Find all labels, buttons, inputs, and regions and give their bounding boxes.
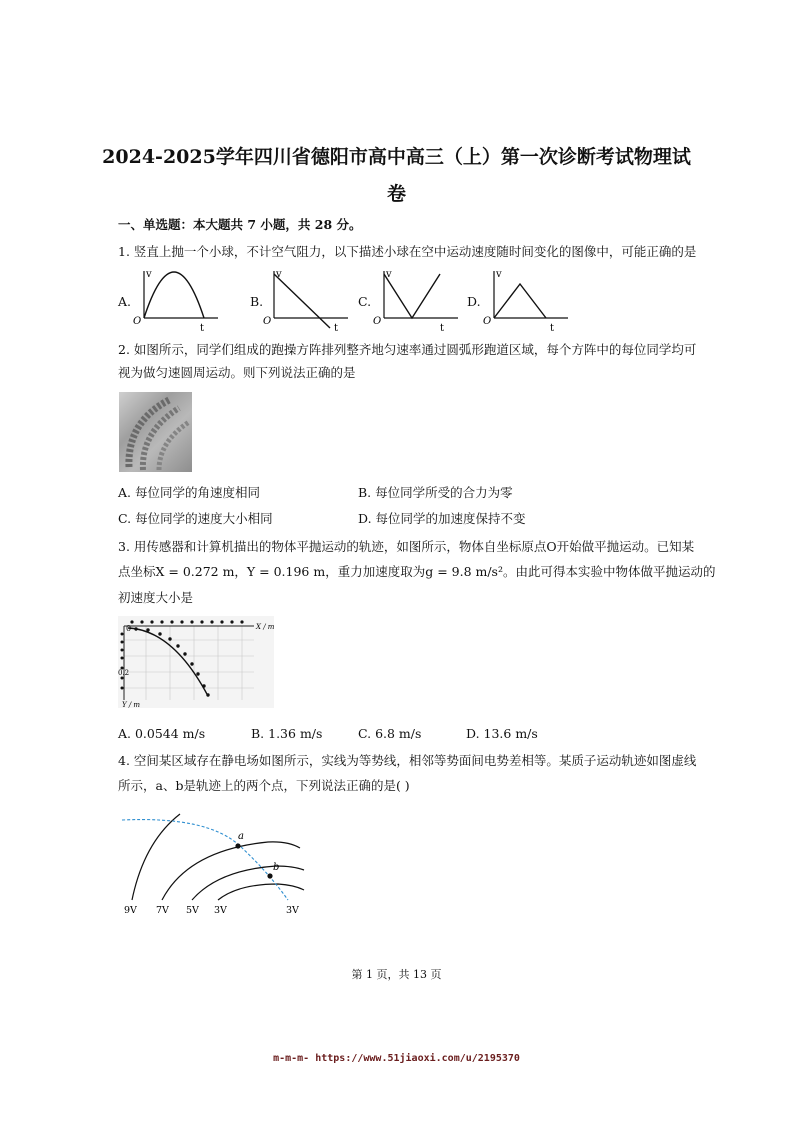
q1-option-d-label[interactable]: D.: [467, 294, 481, 309]
q3-yaxis-label: Y / m: [122, 701, 141, 708]
q1-b-v-label: v: [276, 269, 282, 280]
q1-c-line: [384, 274, 440, 318]
q4-point-b-label: b: [273, 862, 280, 873]
q2-photo-detail: [119, 392, 192, 472]
q1-b-line: [274, 274, 330, 328]
q1-a-t-label: t: [200, 323, 205, 334]
q4-label-3v-inner: 3V: [214, 905, 227, 916]
q2-stem-line1: 2. 如图所示，同学们组成的跑操方阵排列整齐地匀速率通过圆弧形跑道区域，每个方阵中的每位同学均可: [118, 342, 697, 357]
q1-stem: 1. 竖直上抛一个小球，不计空气阻力，以下描述小球在空中运动速度随时间变化的图像中，可能正确的是: [118, 244, 697, 259]
q2-option-b[interactable]: B. 每位同学所受的合力为零: [358, 485, 513, 500]
q4-label-7v: 7V: [156, 905, 169, 916]
q1-d-line: [494, 284, 546, 318]
page-title: 2024-2025学年四川省德阳市高中高三（上）第一次诊断考试物理试: [102, 146, 691, 168]
q4-label-9v: 9V: [124, 905, 137, 916]
q1-a-origin: O: [133, 316, 142, 327]
q4-field-figure: [118, 812, 318, 920]
q4-equipotential-5v: [192, 866, 304, 900]
q4-label-5v: 5V: [186, 905, 199, 916]
q1-d-t-label: t: [550, 323, 555, 334]
q1-b-t-label: t: [334, 323, 339, 334]
q1-b-origin: O: [263, 316, 272, 327]
q2-option-a[interactable]: A. 每位同学的角速度相同: [118, 485, 260, 500]
q4-point-a-label: a: [238, 831, 244, 842]
page-title-continued: 卷: [386, 183, 406, 205]
page-footer: 第 1 页，共 13 页: [351, 968, 442, 981]
q4-equipotential-9v: [132, 814, 180, 900]
q1-options: [118, 266, 678, 336]
q1-option-d-graph: [480, 266, 570, 336]
q1-a-v-label: v: [146, 269, 152, 280]
q3-option-c[interactable]: C. 6.8 m/s: [358, 726, 422, 741]
q4-stem-line2: 所示，a、b是轨迹上的两个点，下列说法正确的是( ): [118, 778, 410, 793]
q3-option-d[interactable]: D. 13.6 m/s: [466, 726, 538, 741]
q4-label-3v-outer: 3V: [286, 905, 299, 916]
q3-xaxis-label: X / m: [256, 623, 274, 631]
q1-a-curve: [144, 272, 204, 318]
q1-c-origin: O: [373, 316, 382, 327]
q3-option-a[interactable]: A. 0.0544 m/s: [118, 726, 206, 741]
q2-option-d[interactable]: D. 每位同学的加速度保持不变: [358, 511, 526, 526]
q1-option-a-graph: [130, 266, 220, 336]
q1-d-v-label: v: [496, 269, 502, 280]
q3-stem-line3: 初速度大小是: [118, 590, 194, 605]
q1-option-c-graph: [370, 266, 460, 336]
q4-stem-line1: 4. 空间某区域存在静电场如图所示，实线为等势线，相邻等势面间电势差相等。某质子运动轨迹如图虚线: [118, 753, 697, 768]
q4-equipotential-3v: [218, 884, 304, 900]
q3-option-b[interactable]: B. 1.36 m/s: [251, 726, 323, 741]
section-heading: 一、单选题：本大题共 7 小题，共 28 分。: [118, 217, 362, 232]
q2-stem-line2: 视为做匀速圆周运动。则下列说法正确的是: [118, 365, 356, 380]
q1-option-b-graph: [260, 266, 350, 336]
q1-c-v-label: v: [386, 269, 392, 280]
q4-point-a: [235, 843, 240, 848]
watermark-url: m-m-m- https://www.51jiaoxi.com/u/2195370: [273, 1053, 520, 1064]
q3-stem-line1: 3. 用传感器和计算机描出的物体平抛运动的轨迹，如图所示，物体自坐标原点O开始做平抛运动。已知某: [118, 539, 695, 554]
q3-stem-line2: 点坐标X = 0.272 m，Y = 0.196 m，重力加速度取为g = 9.8 m/s²。由此可得本实验中物体做平抛运动的: [118, 564, 716, 579]
q1-option-a-label[interactable]: A.: [118, 294, 132, 309]
q3-trajectory-graph: [118, 616, 274, 708]
q1-option-c-label[interactable]: C.: [358, 294, 372, 309]
q3-origin-label: 0: [126, 624, 132, 633]
q3-ytick-label: 0.2: [118, 669, 130, 677]
q4-point-b: [267, 873, 272, 878]
q1-d-origin: O: [483, 316, 492, 327]
q2-option-c[interactable]: C. 每位同学的速度大小相同: [118, 511, 273, 526]
q2-running-photo: [119, 392, 192, 472]
q1-c-t-label: t: [440, 323, 445, 334]
q1-option-b-label[interactable]: B.: [250, 294, 264, 309]
